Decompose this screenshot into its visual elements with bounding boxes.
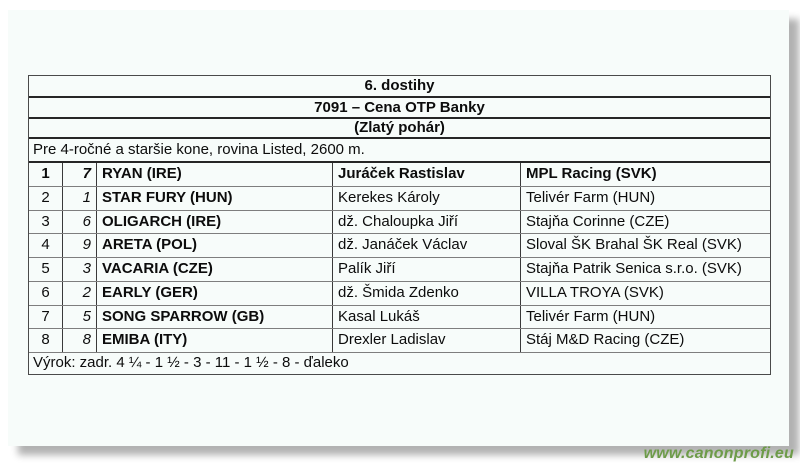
race-results-table xyxy=(28,75,771,375)
table-row xyxy=(29,163,770,187)
jockey-cell: Juráček Rastislav xyxy=(332,163,520,186)
position-cell: 7 xyxy=(41,307,50,325)
owner-cell: Stajňa Corinne (CZE) xyxy=(520,211,770,234)
owner-cell: Stajňa Patrik Senica s.r.o. (SVK) xyxy=(520,258,770,281)
race-subtitle: (Zlatý pohár) xyxy=(29,119,770,139)
horse-number-cell: 6 xyxy=(62,211,96,234)
jockey-cell: dž. Šmida Zdenko xyxy=(332,282,520,305)
watermark: www.canonprofi.eu xyxy=(643,445,794,462)
position-cell: 5 xyxy=(41,260,50,277)
horse-name-cell: EMIBA (ITY) xyxy=(96,329,332,352)
jockey-cell: Kerekes Károly xyxy=(332,187,520,210)
horse-number-cell: 5 xyxy=(62,306,96,329)
table-row xyxy=(29,282,770,306)
horse-name-cell: VACARIA (CZE) xyxy=(96,258,332,281)
horse-name-cell: RYAN (IRE) xyxy=(96,163,332,186)
horse-number-cell: 7 xyxy=(62,163,96,186)
document-page xyxy=(8,10,789,446)
horse-number-cell: 3 xyxy=(62,258,96,281)
position-cell: 2 xyxy=(41,188,50,206)
table-row xyxy=(29,306,770,330)
owner-cell: VILLA TROYA (SVK) xyxy=(520,282,770,305)
owner-cell: Telivér Farm (HUN) xyxy=(520,306,770,329)
horse-number-cell: 9 xyxy=(62,234,96,257)
jockey-cell: Drexler Ladislav xyxy=(332,329,520,352)
position-cell: 6 xyxy=(41,283,50,301)
horse-name-cell: STAR FURY (HUN) xyxy=(96,187,332,210)
horse-name-cell: SONG SPARROW (GB) xyxy=(96,306,332,329)
horse-number-cell: 8 xyxy=(62,329,96,352)
owner-cell: Telivér Farm (HUN) xyxy=(520,187,770,210)
owner-cell: Sloval ŠK Brahal ŠK Real (SVK) xyxy=(520,234,770,257)
horse-number-cell: 1 xyxy=(62,187,96,210)
position-cell: 8 xyxy=(41,331,50,349)
horse-number-cell: 2 xyxy=(62,282,96,305)
horse-name-cell: EARLY (GER) xyxy=(96,282,332,305)
position-cell: 4 xyxy=(41,236,50,254)
jockey-cell: Palík Jiří xyxy=(332,258,520,281)
table-row xyxy=(29,187,770,211)
jockey-cell: dž. Janáček Václav xyxy=(332,234,520,257)
position-cell: 3 xyxy=(41,212,50,230)
owner-cell: Stáj M&D Racing (CZE) xyxy=(520,329,770,352)
owner-cell: MPL Racing (SVK) xyxy=(520,163,770,186)
table-row xyxy=(29,234,770,258)
race-title: 7091 – Cena OTP Banky xyxy=(29,98,770,119)
race-heading: 6. dostihy xyxy=(29,76,770,98)
jockey-cell: dž. Chaloupka Jiří xyxy=(332,211,520,234)
race-conditions: Pre 4-ročné a staršie kone, rovina Listed, 2600 m. xyxy=(29,139,770,163)
horse-name-cell: OLIGARCH (IRE) xyxy=(96,211,332,234)
table-row xyxy=(29,211,770,235)
table-row xyxy=(29,258,770,282)
horse-name-cell: ARETA (POL) xyxy=(96,234,332,257)
verdict-text: Výrok: zadr. 4 ¼ - 1 ½ - 3 - 11 - 1 ½ - 8 - ďaleko xyxy=(33,354,349,371)
position-cell: 1 xyxy=(41,165,50,182)
table-row xyxy=(29,329,770,353)
jockey-cell: Kasal Lukáš xyxy=(332,306,520,329)
